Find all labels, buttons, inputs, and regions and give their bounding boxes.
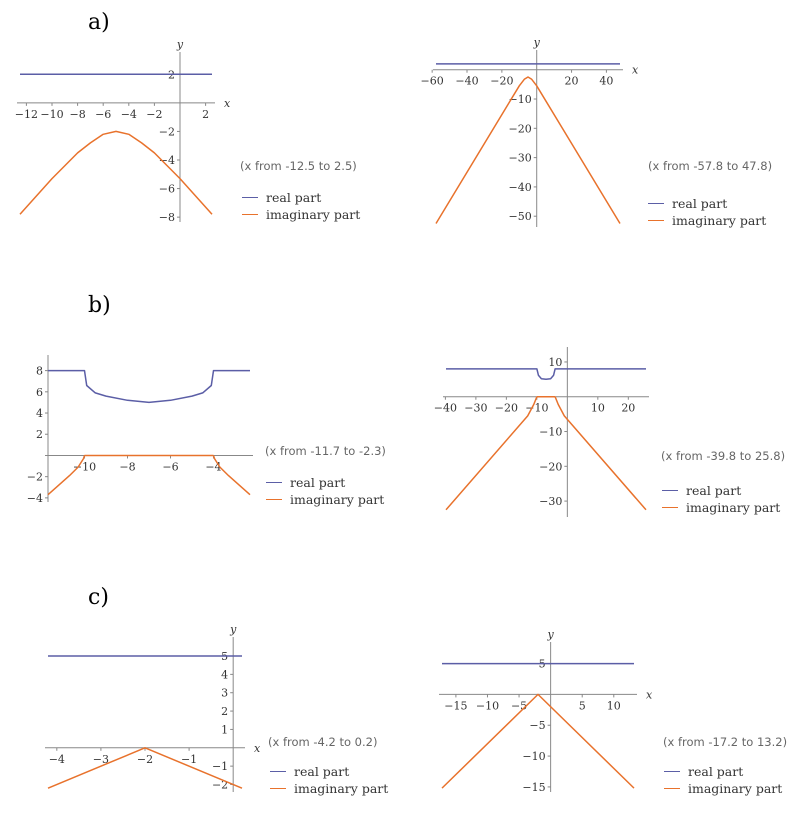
y-tick-label: 6 xyxy=(36,385,43,399)
series-real-line xyxy=(446,369,646,379)
legend-entry-imag xyxy=(648,212,766,229)
x-tick-label: 40 xyxy=(599,74,614,88)
y-tick-label: −50 xyxy=(508,210,532,224)
x-tick-label: 2 xyxy=(202,107,210,121)
legend-c-right xyxy=(664,763,782,797)
legend-c-left xyxy=(270,763,388,797)
x-tick-label: −20 xyxy=(490,74,514,88)
y-axis-label: y xyxy=(547,628,554,641)
x-axis-label: x xyxy=(632,63,639,77)
legend-swatch-imag xyxy=(648,220,664,221)
legend-label-imag: imaginary part xyxy=(686,500,781,515)
series-imag-line xyxy=(442,694,634,788)
legend-a-right xyxy=(648,195,766,229)
section-label-b: b) xyxy=(88,293,111,318)
chart-c-left xyxy=(45,623,261,792)
x-tick-label: −10 xyxy=(475,699,500,713)
y-tick-label: 2 xyxy=(221,705,229,719)
legend-label-imag: imaginary part xyxy=(672,213,767,228)
legend-b-right xyxy=(662,482,780,516)
x-tick-label: −6 xyxy=(162,460,179,474)
y-tick-label: −20 xyxy=(508,122,532,136)
legend-entry-imag xyxy=(242,206,360,223)
legend-entry-real xyxy=(648,195,766,212)
y-tick-label: −2 xyxy=(26,470,43,484)
x-tick-label: −12 xyxy=(14,107,39,121)
legend-entry-real xyxy=(662,482,780,499)
chart-a-right xyxy=(421,36,639,227)
y-tick-label: 10 xyxy=(548,355,563,369)
y-tick-label: 4 xyxy=(221,668,229,682)
legend-label-real: real part xyxy=(688,764,744,779)
series-imag-line xyxy=(446,397,537,510)
legend-swatch-imag xyxy=(662,507,678,508)
section-label-c: c) xyxy=(88,585,109,610)
range-note-c-right: (x from -17.2 to 13.2) xyxy=(663,735,788,749)
legend-swatch-real xyxy=(648,203,664,204)
x-tick-label: −4 xyxy=(48,752,65,766)
legend-swatch-real xyxy=(266,482,282,483)
y-tick-label: 1 xyxy=(221,723,229,737)
series-imag-line xyxy=(20,131,212,214)
y-tick-label: 2 xyxy=(36,428,43,442)
y-tick-label: −30 xyxy=(539,495,563,509)
x-tick-label: −1 xyxy=(180,752,198,766)
y-axis-label: y xyxy=(230,623,237,636)
y-tick-label: −30 xyxy=(508,151,532,165)
y-tick-label: 5 xyxy=(221,650,229,664)
y-tick-label: −20 xyxy=(539,460,563,474)
legend-label-real: real part xyxy=(290,475,346,490)
x-tick-label: −60 xyxy=(420,74,444,88)
chart-b-right xyxy=(434,347,649,517)
legend-entry-imag xyxy=(664,780,782,797)
y-tick-label: −8 xyxy=(158,211,175,225)
legend-label-imag: imaginary part xyxy=(688,781,783,796)
y-tick-label: −10 xyxy=(522,750,546,764)
range-note-b-right: (x from -39.8 to 25.8) xyxy=(661,449,786,463)
legend-entry-real xyxy=(242,189,360,206)
legend-swatch-real xyxy=(242,197,258,198)
legend-entry-real xyxy=(270,763,388,780)
legend-label-imag: imaginary part xyxy=(294,781,389,796)
x-tick-label: −10 xyxy=(40,107,64,121)
range-note-c-left: (x from -4.2 to 0.2) xyxy=(268,735,378,749)
legend-label-real: real part xyxy=(672,196,728,211)
x-tick-label: 20 xyxy=(564,74,579,88)
legend-swatch-imag xyxy=(664,788,680,789)
y-tick-label: −4 xyxy=(158,154,175,167)
x-tick-label: −6 xyxy=(95,107,112,121)
y-tick-label: −1 xyxy=(211,760,229,774)
x-tick-label: −5 xyxy=(510,699,528,713)
legend-swatch-imag xyxy=(242,214,258,215)
x-tick-label: −10 xyxy=(525,401,549,415)
y-tick-label: −6 xyxy=(158,182,175,196)
legend-swatch-imag xyxy=(266,499,282,500)
section-label-a: a) xyxy=(88,10,110,35)
y-tick-label: −15 xyxy=(522,780,546,794)
x-tick-label: −40 xyxy=(433,401,457,415)
y-tick-label: −5 xyxy=(529,719,546,733)
x-tick-label: 10 xyxy=(606,699,621,713)
chart-c-right xyxy=(439,628,653,794)
legend-entry-imag xyxy=(662,499,780,516)
legend-entry-imag xyxy=(266,491,384,508)
x-tick-label: −40 xyxy=(455,74,479,88)
x-tick-label: −2 xyxy=(136,752,154,766)
y-tick-label: −40 xyxy=(508,180,532,194)
legend-swatch-imag xyxy=(270,788,286,789)
y-tick-label: −4 xyxy=(26,491,43,505)
range-note-a-left: (x from -12.5 to 2.5) xyxy=(240,159,357,173)
y-tick-label: 2 xyxy=(168,68,175,82)
y-tick-label: −10 xyxy=(539,425,563,439)
legend-a-left xyxy=(242,189,360,223)
legend-label-real: real part xyxy=(294,764,350,779)
legend-entry-real xyxy=(266,474,384,491)
x-tick-label: 10 xyxy=(590,401,605,415)
y-axis-label: y xyxy=(176,38,184,51)
y-tick-label: 3 xyxy=(221,686,229,700)
y-axis-label: y xyxy=(533,36,540,49)
x-tick-label: −3 xyxy=(92,752,110,766)
chart-b-left xyxy=(27,355,253,505)
x-tick-label: −30 xyxy=(464,401,488,415)
legend-label-real: real part xyxy=(266,190,322,205)
range-note-a-right: (x from -57.8 to 47.8) xyxy=(648,159,773,173)
x-axis-label: x xyxy=(224,96,231,110)
legend-entry-real xyxy=(664,763,782,780)
x-tick-label: −4 xyxy=(120,107,137,121)
legend-entry-imag xyxy=(270,780,388,797)
x-tick-label: −15 xyxy=(444,699,468,713)
x-axis-label: x xyxy=(646,688,653,702)
y-tick-label: −2 xyxy=(211,778,229,792)
legend-swatch-real xyxy=(662,490,678,491)
legend-swatch-real xyxy=(270,771,286,772)
series-real-line xyxy=(48,371,250,403)
chart-a-left xyxy=(15,38,231,224)
x-tick-label: −8 xyxy=(69,107,86,121)
x-tick-label: −10 xyxy=(72,460,97,474)
y-tick-label: −10 xyxy=(508,93,532,107)
x-tick-label: 5 xyxy=(578,699,586,713)
legend-b-left xyxy=(266,474,384,508)
legend-swatch-real xyxy=(664,771,680,772)
range-note-b-left: (x from -11.7 to -2.3) xyxy=(265,444,386,458)
x-tick-label: −20 xyxy=(494,401,518,415)
y-tick-label: 8 xyxy=(36,364,43,378)
y-tick-label: −2 xyxy=(158,125,175,139)
legend-label-imag: imaginary part xyxy=(290,492,385,507)
x-axis-label: x xyxy=(254,741,261,755)
y-tick-label: 4 xyxy=(36,407,43,421)
x-tick-label: −2 xyxy=(146,107,163,121)
legend-label-imag: imaginary part xyxy=(266,207,361,222)
x-tick-label: 20 xyxy=(621,401,636,415)
x-tick-label: −8 xyxy=(119,460,136,474)
x-tick-label: −4 xyxy=(205,460,222,474)
legend-label-real: real part xyxy=(686,483,742,498)
y-tick-label: 5 xyxy=(538,657,546,671)
